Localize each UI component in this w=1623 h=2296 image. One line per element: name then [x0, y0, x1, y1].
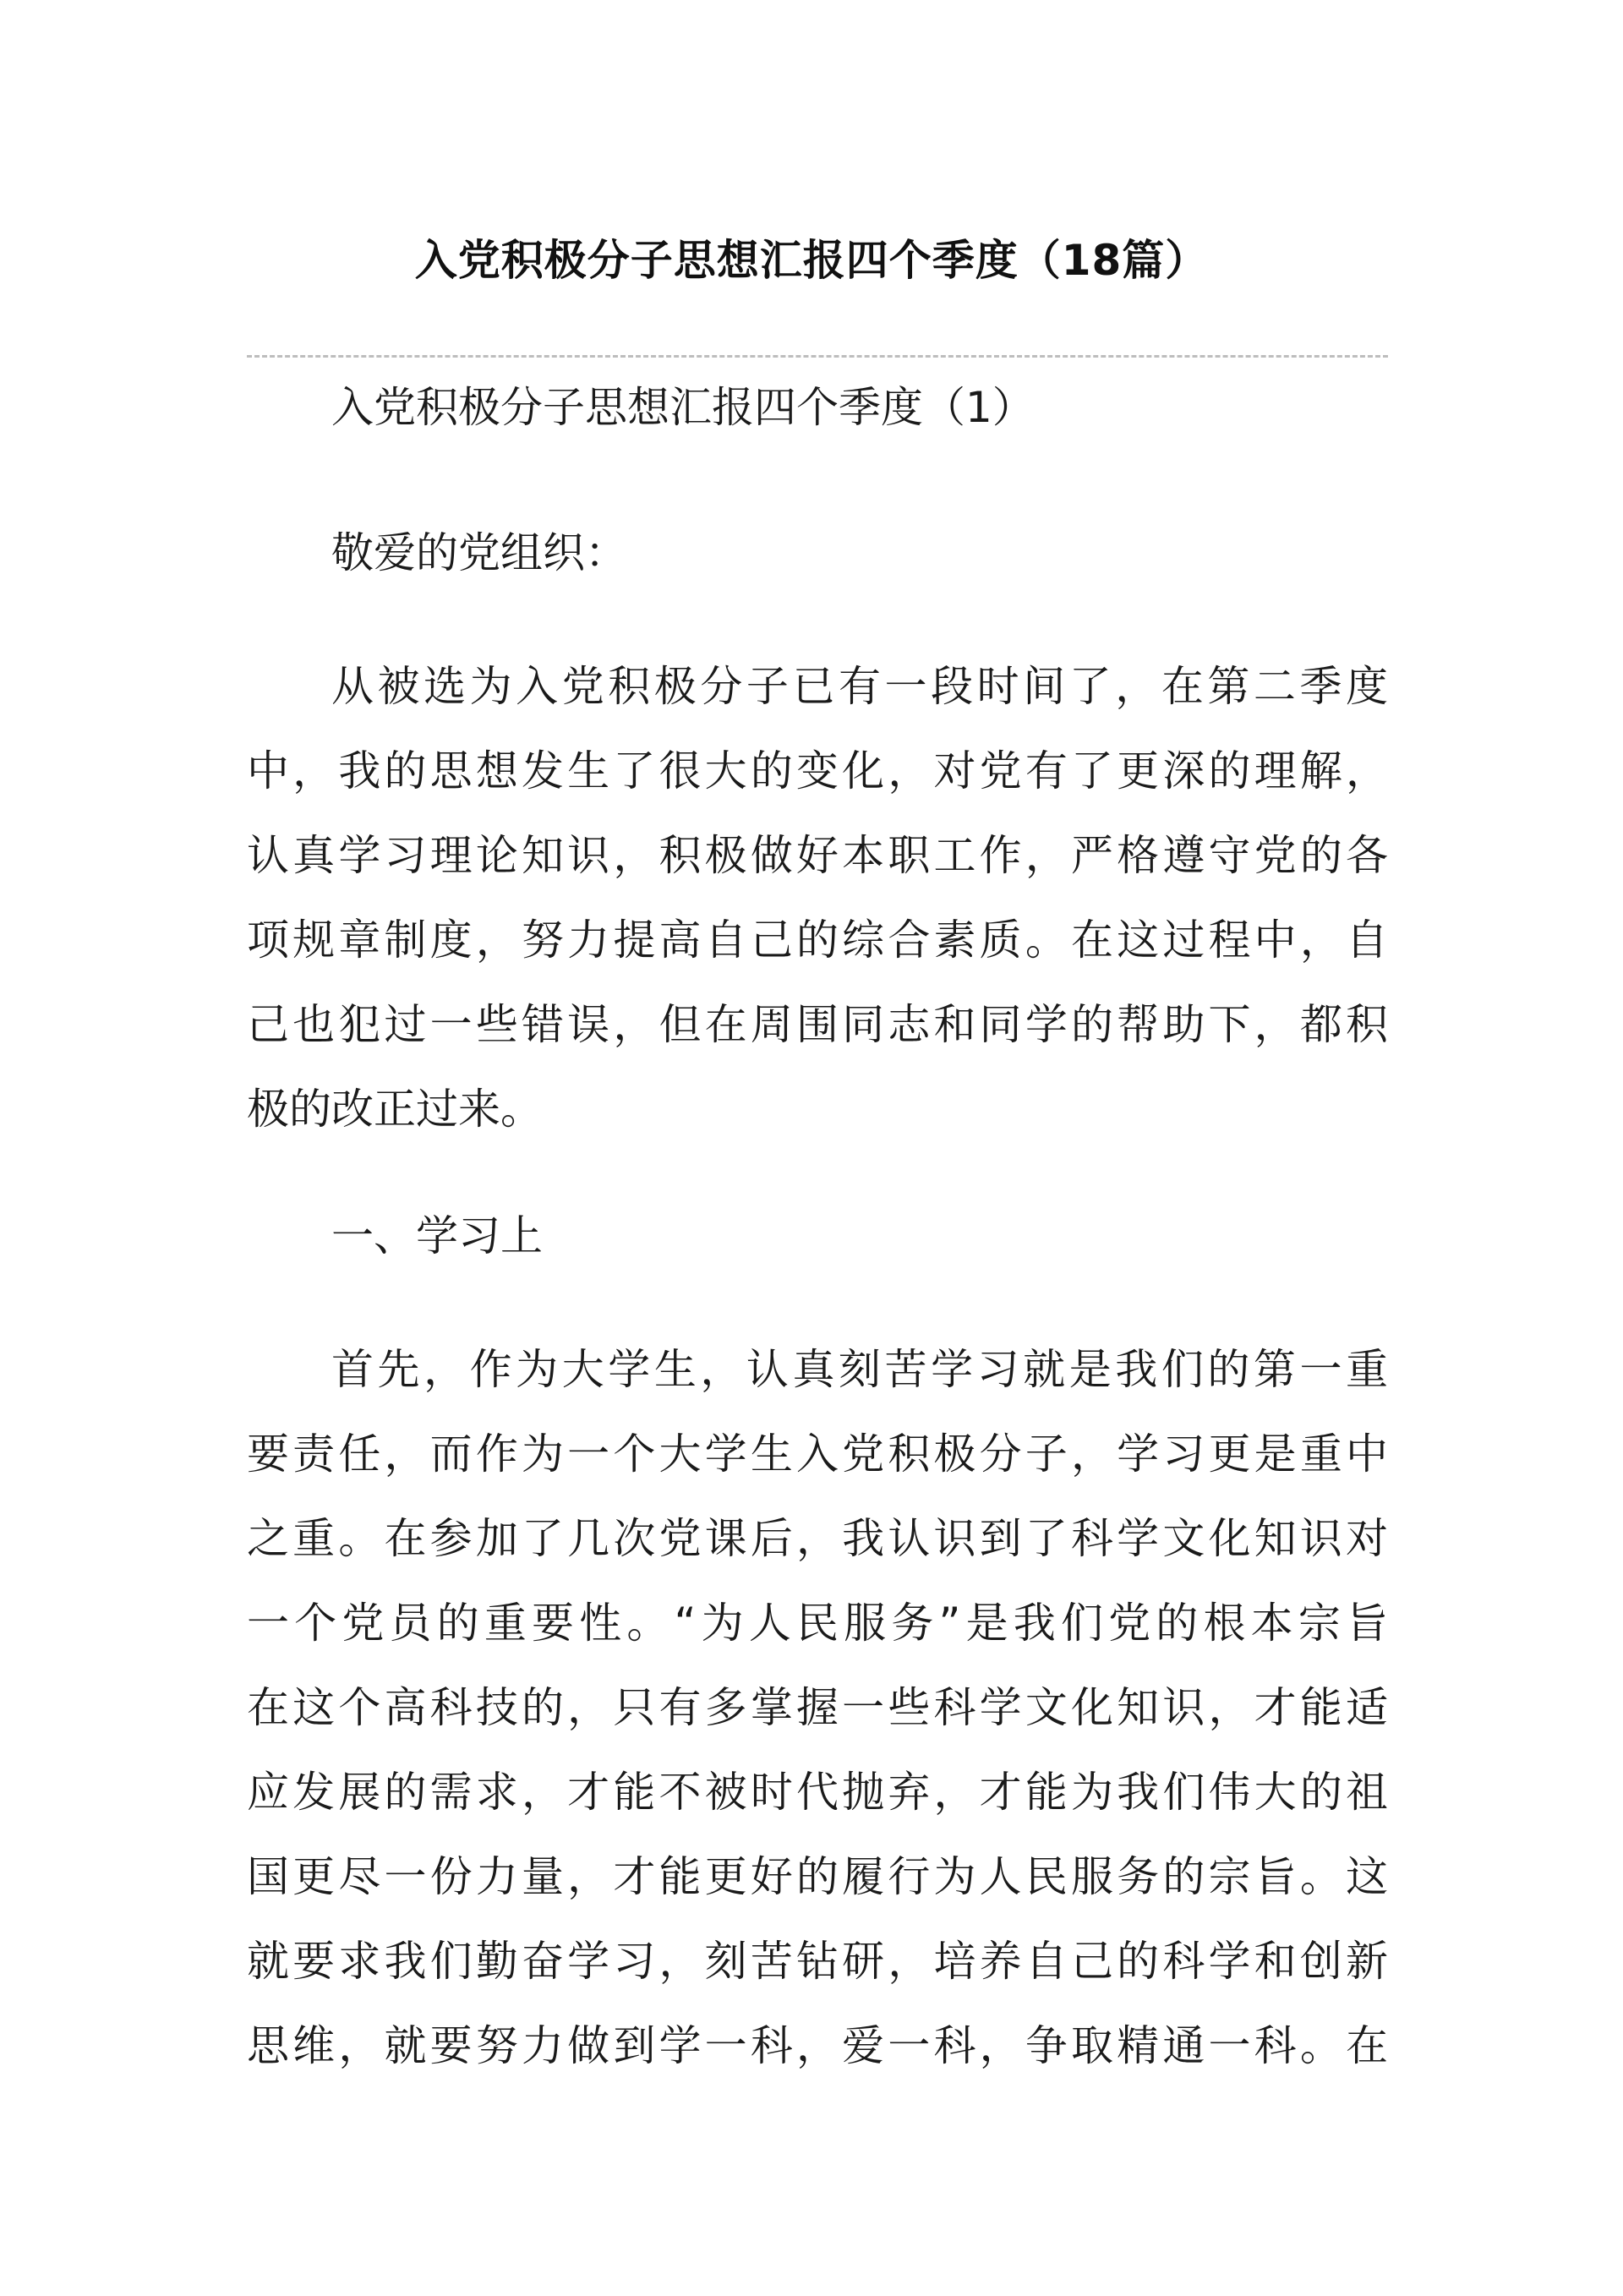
salutation	[247, 511, 1388, 595]
paragraph-2	[247, 1327, 1388, 2088]
paragraph-line: 国更尽一份力量，才能更好的履行为人民服务的宗旨。这	[247, 1852, 1388, 1901]
section-heading-text: 一、学习上	[331, 1211, 543, 1260]
section-subtitle	[247, 365, 1388, 450]
subtitle-text: 入党积极分子思想汇报四个季度（1）	[331, 383, 1035, 432]
paragraph-line: 之重。在参加了几次党课后，我认识到了科学文化知识对	[247, 1514, 1388, 1563]
paragraph-line: 项规章制度，努力提高自己的综合素质。在这过程中，自	[247, 916, 1388, 965]
paragraph-line: 极的改正过来。	[247, 1085, 543, 1134]
document-title: 入党积极分子思想汇报四个季度（18篇）	[414, 236, 1209, 285]
paragraph-line: 首先，作为大学生，认真刻苦学习就是我们的第一重	[331, 1345, 1388, 1394]
paragraph-line: 就要求我们勤奋学习，刻苦钻研，培养自己的科学和创新	[247, 1937, 1388, 1986]
paragraph-line: 要责任，而作为一个大学生入党积极分子，学习更是重中	[247, 1430, 1388, 1479]
paragraph-line: 一个党员的重要性。“为人民服务”是我们党的根本宗旨	[247, 1599, 1388, 1648]
paragraph-line: 中，我的思想发生了很大的变化，对党有了更深的理解，	[247, 746, 1388, 795]
paragraph-line: 认真学习理论知识，积极做好本职工作，严格遵守党的各	[247, 831, 1388, 880]
paragraph-line: 思维，就要努力做到学一科，爱一科，争取精通一科。在	[247, 2021, 1388, 2070]
salutation-text: 敬爱的党组织：	[331, 528, 627, 577]
dashed-divider	[247, 355, 1388, 358]
section-heading	[247, 1194, 1388, 1278]
paragraph-line: 己也犯过一些错误，但在周围同志和同学的帮助下，都积	[247, 1000, 1388, 1049]
paragraph-line: 从被选为入党积极分子已有一段时间了，在第二季度	[331, 662, 1388, 711]
paragraph-line: 在这个高科技的，只有多掌握一些科学文化知识，才能适	[247, 1683, 1388, 1732]
paragraph-1	[247, 644, 1388, 1151]
paragraph-line: 应发展的需求，才能不被时代抛弃，才能为我们伟大的祖	[247, 1768, 1388, 1817]
